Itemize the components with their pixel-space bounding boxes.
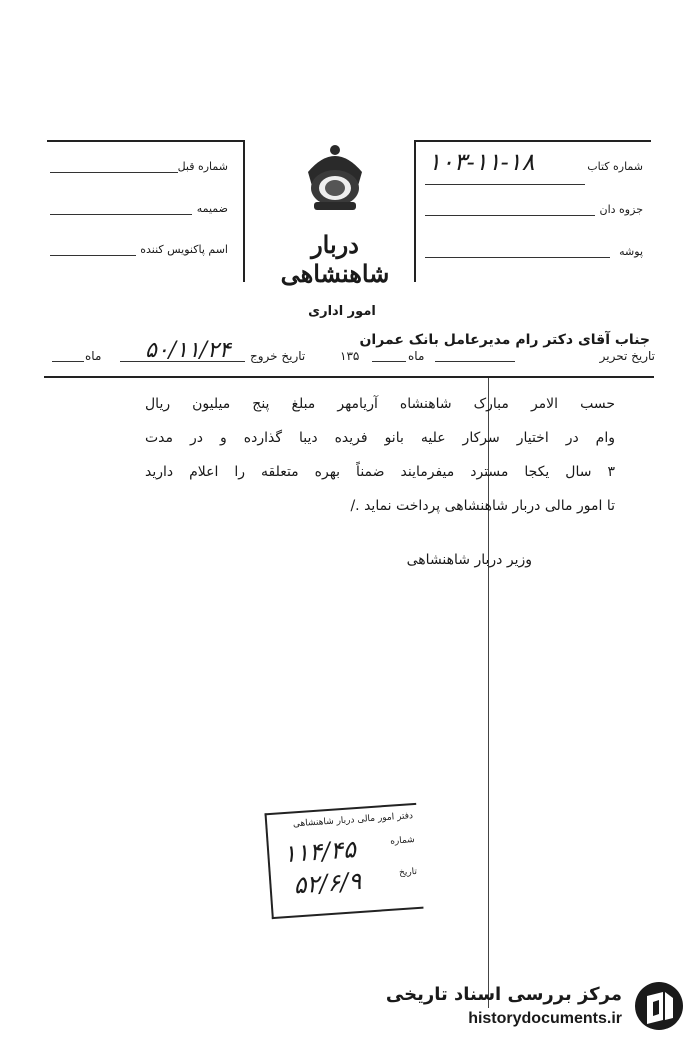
drafter-line bbox=[50, 255, 136, 256]
body-line-3: ۳ سال یکجا مسترد میفرمایند ضمناً بهره متعلقه را اعلام دارید bbox=[145, 464, 615, 480]
folder-label: پوشه bbox=[619, 245, 643, 258]
file-line bbox=[425, 215, 595, 216]
stamp-number-value: ۱۱۴/۴۵ bbox=[282, 835, 357, 869]
drafter-label: اسم پاکنویس کننده bbox=[140, 243, 228, 256]
enclosure-line bbox=[50, 214, 192, 215]
body-line-4: تا امور مالی دربار شاهنشاهی پرداخت نماید ./ bbox=[350, 498, 615, 514]
department: امور اداری bbox=[308, 304, 376, 319]
crown-emblem-icon bbox=[300, 142, 370, 214]
finance-stamp bbox=[264, 803, 423, 919]
signature: وزیر دربار شاهنشاهی bbox=[406, 552, 532, 568]
exit-date-value: ۵۰/۱۱/۲۴ bbox=[145, 338, 231, 363]
stamp-date-value: ۵۲/۶/۹ bbox=[292, 866, 363, 900]
month-line-2 bbox=[52, 361, 84, 362]
year-prefix: ۱۳۵ bbox=[340, 349, 360, 363]
stamp-date-label: تاریخ bbox=[398, 866, 418, 879]
body-line-2: وام در اختیار سرکار علیه بانو فریده دیبا گذارده و در مدت bbox=[145, 430, 615, 446]
stamp-number-label: شماره bbox=[389, 835, 416, 847]
archive-logo-icon bbox=[633, 980, 685, 1032]
letter-number-line bbox=[425, 184, 585, 185]
watermark-name: مرکز بررسی اسناد تاریخی bbox=[385, 984, 622, 1005]
previous-number-label: شماره قبل bbox=[177, 160, 228, 173]
month-label-2: ماه bbox=[85, 349, 102, 363]
header-separator bbox=[44, 376, 654, 378]
written-date-label: تاریخ تحریر bbox=[599, 349, 655, 363]
recipient: جناب آقای دکتر رام مدیرعامل بانک عمران bbox=[359, 332, 650, 348]
stamp-office: دفتر امور مالی دربار شاهنشاهی bbox=[292, 811, 414, 830]
previous-number-line bbox=[50, 172, 178, 173]
body-line-1: حسب الامر مبارک شاهنشاه آریامهر مبلغ پنج میلیون ریال bbox=[145, 396, 615, 412]
watermark-url: historydocuments.ir bbox=[468, 1010, 622, 1027]
letter-number-label: شماره کتاب bbox=[587, 160, 643, 173]
written-date-line bbox=[435, 361, 515, 362]
folder-line bbox=[425, 257, 610, 258]
exit-date-label: تاریخ خروج bbox=[250, 349, 306, 363]
letter-number-value: ۱۰۳-۱۱-۱۸ bbox=[428, 148, 535, 176]
month-line-1 bbox=[372, 361, 406, 362]
month-label-1: ماه bbox=[408, 349, 425, 363]
file-label: جزوه دان bbox=[599, 203, 643, 216]
court-title: دربار شاهنشاهی bbox=[280, 230, 390, 288]
enclosure-label: ضمیمه bbox=[196, 202, 228, 215]
exit-date-line bbox=[120, 361, 245, 362]
